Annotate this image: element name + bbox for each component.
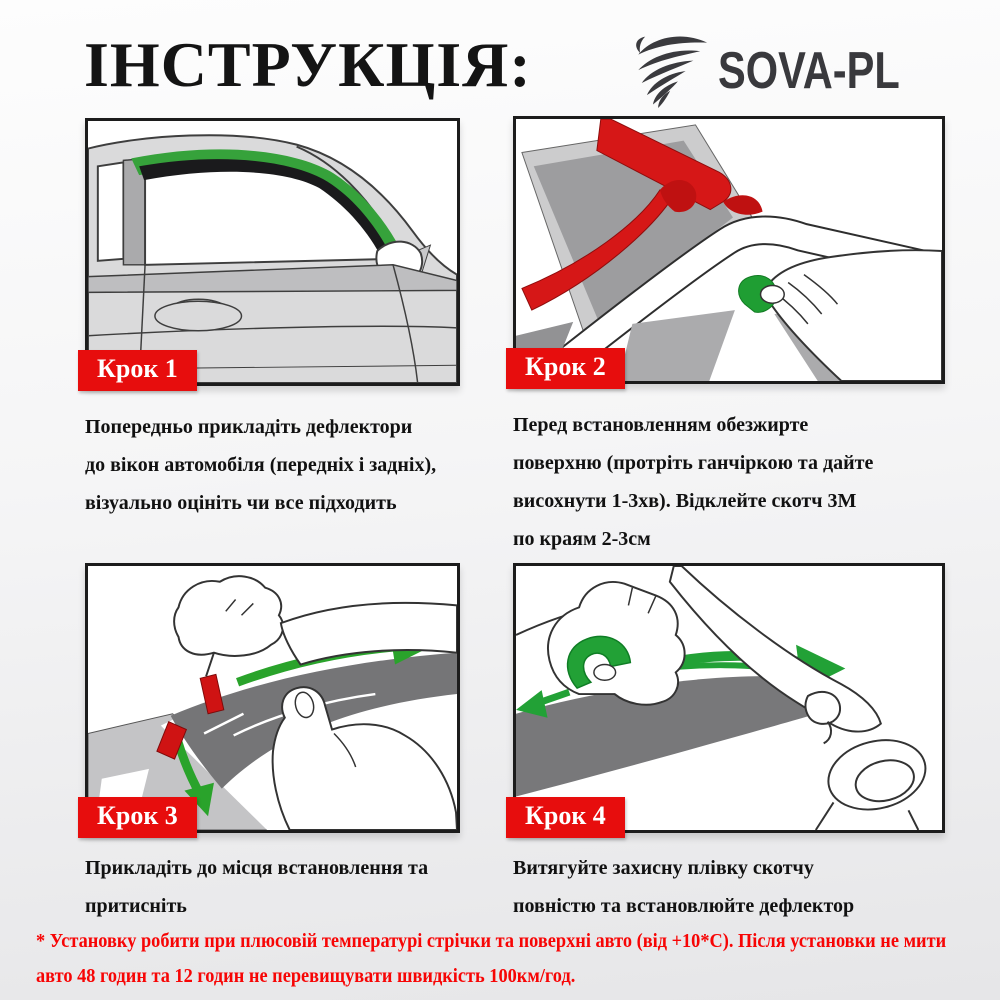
step-1-panel <box>85 118 460 386</box>
wing-icon <box>628 34 714 108</box>
step-2 <box>513 116 945 558</box>
step-2-badge: Крок 2 <box>506 348 625 389</box>
peel-3m-tape-illustration <box>516 119 942 381</box>
text-line: до вікон автомобіля (передніх і задніх), <box>85 454 437 476</box>
text-line: Прикладіть до місця встановлення та <box>85 857 429 879</box>
text-line: притисніть <box>85 895 187 917</box>
step-4-badge: Крок 4 <box>506 797 625 838</box>
step-1-description <box>85 408 460 522</box>
step-2-description <box>513 406 945 558</box>
text-line: по краям 2-3см <box>513 528 651 550</box>
text-line: авто 48 годин та 12 годин не перевищувати швидкість 100км/год. <box>36 966 576 987</box>
press-deflector-illustration <box>88 566 457 830</box>
text-line: Попередньо прикладіть дефлектори <box>85 416 413 438</box>
brand-name: SOVA-PL <box>718 42 900 100</box>
step-4-panel <box>513 563 945 833</box>
step-4-description <box>513 849 945 925</box>
step-1-badge: Крок 1 <box>78 350 197 391</box>
text-line: повністю та встановлюйте дефлектор <box>513 895 855 917</box>
step-3-panel <box>85 563 460 833</box>
step-3-description <box>85 849 460 925</box>
text-line: висохнути 1-3хв). Відклейте скотч 3М <box>513 490 857 512</box>
text-line: візуально оцініть чи все підходить <box>85 492 397 514</box>
text-line: Витягуйте захисну плівку скотчу <box>513 857 814 879</box>
text-line: Перед встановленням обезжирте <box>513 414 809 436</box>
text-line: * Установку робити при плюсовій температурі стрічки та поверхні авто (від +10*С). Після установки не мити <box>36 931 947 952</box>
pull-protective-film-illustration <box>516 566 942 830</box>
step-1 <box>85 118 460 522</box>
brand-logo <box>628 34 945 108</box>
car-window-with-deflector-illustration <box>88 121 457 383</box>
step-3 <box>85 563 460 925</box>
step-3-badge: Крок 3 <box>78 797 197 838</box>
installation-warning-footnote <box>36 924 985 994</box>
step-2-panel <box>513 116 945 384</box>
step-4 <box>513 563 945 925</box>
page-title: ІНСТРУКЦІЯ: <box>84 29 532 100</box>
text-line: поверхню (протріть ганчіркою та дайте <box>513 452 874 474</box>
